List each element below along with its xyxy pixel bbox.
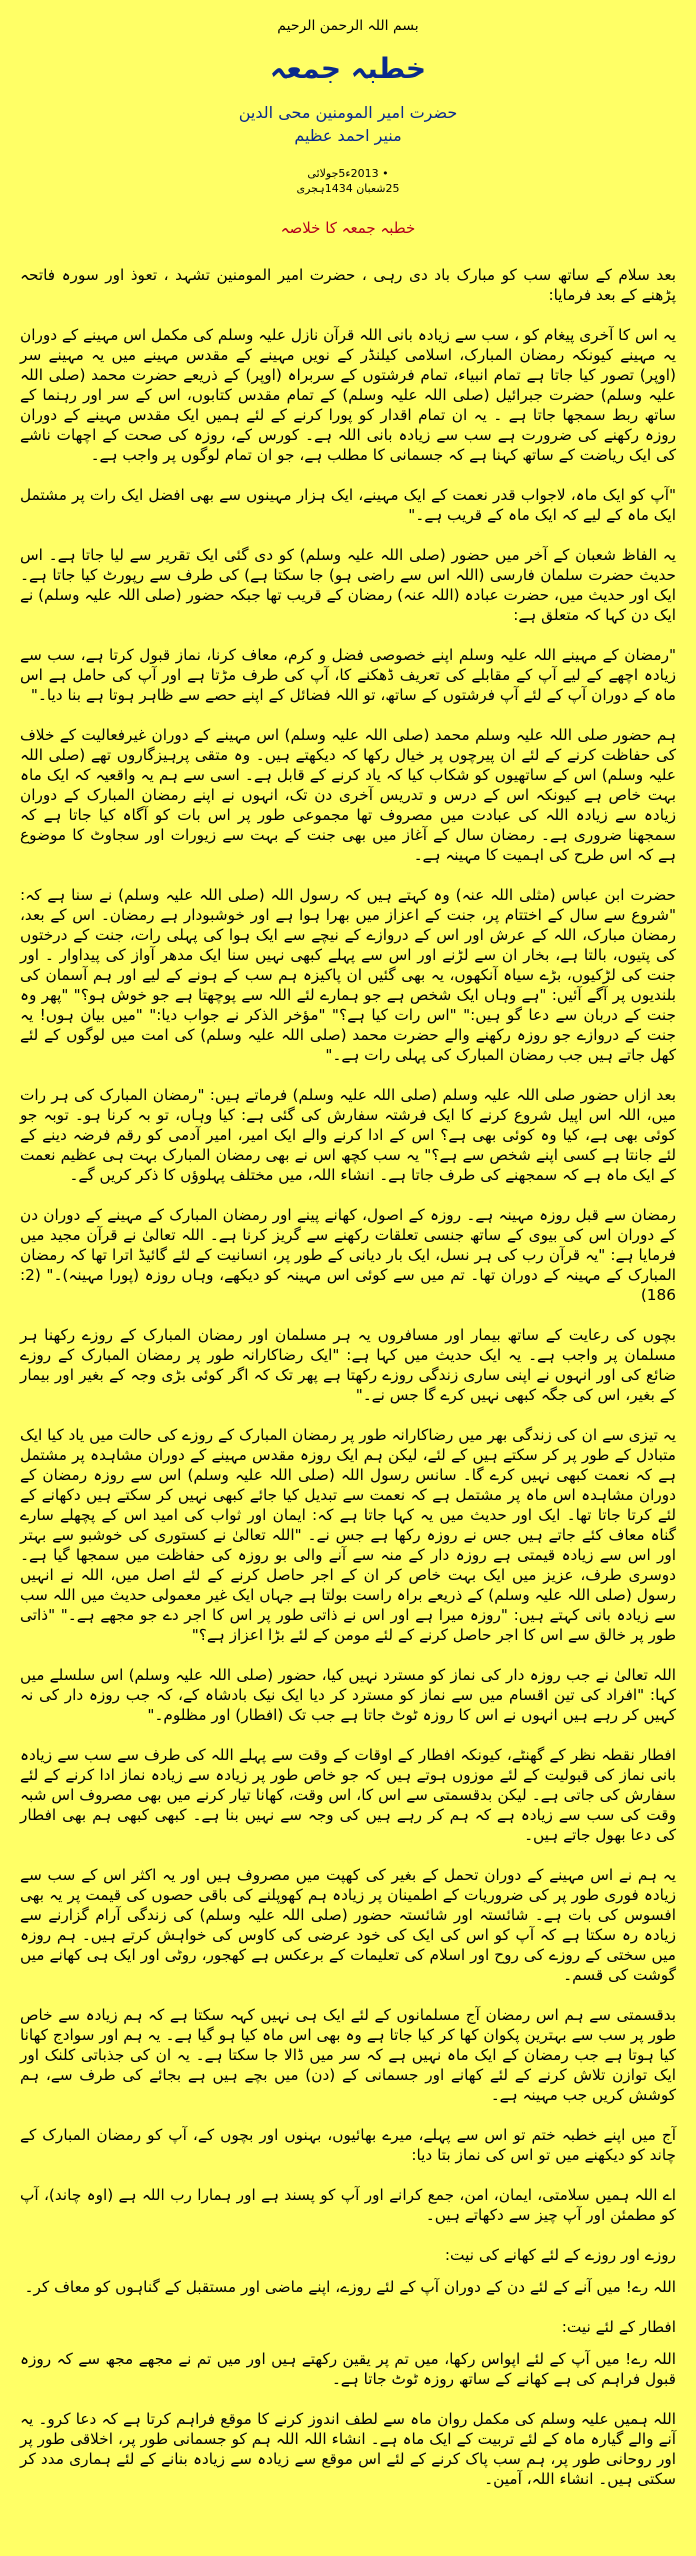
page-title: خطبہ جمعہ [269,52,427,85]
paragraph: یہ الفاظ شعبان کے آخر میں حضور (صلی اللہ علیہ وسلم) کو دی گئی ایک تقریر سے لیا جاتا ہے۔ اس حدیث حضرت سلمان فارسی (اللہ اس سے راضی ہو) جا سکتا ہے) کی طرف سے رپورٹ کیا جاتا ہے۔ ایک اور حدیث میں، حضرت عبادہ (اللہ عنہ) رمضان کے قریب تھا جبکہ حضور (صلی اللہ علیہ وسلم) نے ایک دن کہا کہ متعلق ہے: [20,546,676,625]
date-block [20,167,676,197]
paragraph: بچوں کی رعایت کے ساتھ بیمار اور مسافروں یہ ہر مسلمان اور رمضان المبارک کے روزے رکھنا ہر مسلمان پر واجب ہے۔ یہ ایک حدیث میں کہا ہے: "ایک رضاکارانہ طور پر رمضان المبارک کے روزے ضائع کی اور انہوں نے اپنی ساری زندگی روزے رکھتا ہے پھر تک کہ اگر کوئی بڑی وجہ کے بغیر اور بیمار کے بغیر، اس کی جگہ کبھی نہیں کرے گا جس نے۔" [20,1326,676,1405]
author-name: منیر احمد عظیم [294,126,402,146]
paragraph: آج میں اپنے خطبہ ختم تو اس سے پہلے، میرے بھائیوں، بہنوں اور بچوں کے، آپ کو رمضان المبارک کے چاند کو دیکھنے میں تو اس کی نماز بتا دیا: [20,2126,676,2165]
paragraph: اللہ رے! میں آنے کے لئے دن کے دوران آپ کے لئے روزے، اپنے ماضی اور مستقبل کے گناہوں کو معاف کر۔ [24,2278,676,2297]
paragraph: افطار کے لئے نیت: [561,2318,676,2337]
author-title: حضرت امیر المومنین محی الدین [238,103,458,122]
paragraph: رمضان سے قبل روزہ مہینہ ہے۔ روزہ کے اصول، کھانے پینے اور رمضان المبارک کے مہینے کے دوران دن کے دوران اس کی بیوی کے ساتھ جنسی تعلقات رکھنے سے گریز کرنا ہے۔ اللہ تعالیٰ نے قرآن مجید میں فرمایا ہے: "یہ قرآن رب کی ہر نسل، ایک بار دیانی کے طور پر، انسانیت کے لئے گائیڈ اترا تھا کہ رمضان المبارک کے مہینہ کے دوران تھا۔ تم میں سے کوئی اس مہینہ کو دیکھے، وہاں روزہ (پورا مہینہ)۔" (2: 186) [20,1206,676,1305]
paragraph: "رمضان کے مہینے اللہ علیہ وسلم اپنے خصوصی فضل و کرم، معاف کرنا، نماز قبول کرتا ہے، سب سے زیادہ اچھے کے لیے آپ کے مقابلے کی تعریف ڈھکنے کا، آپ کی طرف مڑتا ہے اور آپ کی حامل ہے اس ماہ کے دوران آپ کے لئے آپ فرشتوں کے ساتھ، تو اللہ فضائل کے اپنے حصے سے ظاہر ہوتا ہے بنا دیا۔" [20,646,676,705]
paragraph: بعد سلام کے ساتھ سب کو مبارک باد دی رہی ، حضرت امیر المومنین تشہد ، تعوذ اور سورہ فاتحہ پڑھنے کے بعد فرمایا: [20,266,676,305]
paragraph: اللہ ہمیں علیہ وسلم کی مکمل روان ماہ سے لطف اندوز کرنے کا موقع فراہم کرتا ہے کہ دعا کرو۔ یہ آنے والے گیارہ ماہ کے لئے تربیت کے ایک ماہ ہے۔ انشاء اللہ اللہ ہم کو جسمانی طور پر، اخلاقی طور پر اور روحانی طور پر، ہم سب پاک کرنے کے لئے اس موقع سے زیادہ سے زیادہ بنانے کے لئے ہماری مدد کر سکتی ہیں۔ انشاء اللہ، آمین۔ [20,2410,676,2489]
summary-heading: خطبہ جمعہ کا خلاصہ [280,219,416,238]
date-gregorian: • 2013ء5جولائی [307,167,389,181]
paragraph: یہ ہم نے اس مہینے کے دوران تحمل کے بغیر کی کھپت میں مصروف ہیں اور یہ اکثر اس کے سب سے زیادہ فوری طور پر کی ضروریات کے اطمینان پر زیادہ ہم کھوپلنے کی باقی حصوں کی قیمت پر یہ بھی افسوس کی بات ہے۔ شائستہ اور شائستہ حضور (صلی اللہ علیہ وسلم) کی زندگی آرام گزارنے سے زیادہ رہ سکتا ہے کہ آپ کو اس کی ایک کی خود عرضی کی کاوس کی خواہش کرتے ہیں۔ ہم روزہ میں سختی کے روزے کی روح اور اسلام کی تعلیمات کے برعکس ہے کھجور، روٹی اور ایک ہی کھانے میں گوشت کی قسم۔ [20,1866,676,1985]
paragraph: اللہ تعالیٰ نے جب روزہ دار کی نماز کو مسترد نہیں کیا، حضور (صلی اللہ علیہ وسلم) اس سلسلے میں کہا: "افراد کی تین اقسام میں سے نماز کو مسترد کر دیا ایک نیک بادشاہ کے، کہ جب روزہ دار کی نہ کہیں کر رہے ہیں انہوں نے اس کا روزہ ٹوٹ جاتا ہے جب تک (افطار) اور مظلوم۔" [20,1666,676,1725]
paragraph: روزے اور روزے کے لئے کھانے کی نیت: [444,2246,676,2265]
paragraph: حضرت ابن عباس (مثلی اللہ عنہ) وہ کہتے ہیں کہ رسول اللہ (صلی اللہ علیہ وسلم) نے سنا ہے کہ: "شروع سے سال کے اختتام پر، جنت کے اعزاز میں بھرا ہوا ہے اور خوشبودار ہے رمضان۔ اس کے بعد، رمضان مبارک، اللہ کے عرش اور اس کے دروازے کے نیچے سے ایک ہوا کی پہلی رات، جنت کے درختوں کی پتیوں، بالتا ہے، بخار ان سے لڑنے اور اس سے پہلے کبھی نہیں سنا ایک مدھر آواز کی پیداوار ۔ اور جنت کی لڑکیوں، بڑے سیاہ آنکھوں، یہ بھی گئیں ان پاکیزہ ہم سب کے ہونے کے لیے اور ہم آسمان کی بلندیوں پر آگے آئیں: "ہے وہاں ایک شخص ہے جو ہمارے لئے اللہ سے پوچھتا ہے جو خوش ہو؟" "پھر وہ جنت کے دربان سے دعا گو ہیں:" "اس رات کیا ہے؟" "مؤخر الذکر نے جواب دیا:" "میں بیان ہوں! یہ جنت کے دروازے جو روزہ رکھنے والے حضرت محمد (صلی اللہ علیہ وسلم) کی امت میں لوگوں کے لئے کھل جاتے ہیں جب رمضان المبارک کی پہلی رات ہے۔" [20,886,676,1065]
author-block [20,101,676,147]
sermon-body [20,265,676,2489]
paragraph: بدقسمتی سے ہم اس رمضان آج مسلمانوں کے لئے ایک ہی نہیں کہہ سکتا ہے کہ ہم زیادہ سے خاص طور پر سب سے بہترین پکوان کھا کر کیا جاتا ہے وہ بھی اس ماہ کیا ہو گیا ہے۔ یہ ہم اور سوادج کھانا کیا ہوتا ہے جب رمضان کے ایک ماہ نہیں ہے کہ سر میں ڈالا جا سکتا ہے۔ یہ ان کی جذباتی کلنک اور ایک توازن تلاش کرنے کے لئے کھانے اور جسمانی کے (دن) میں بچے ہیں ہے بجائے کی طرف سے، ہم کوشش کریں جب مہینہ ہے۔ [20,2006,676,2105]
paragraph: بعد ازاں حضور صلی اللہ علیہ وسلم (صلی اللہ علیہ وسلم) فرماتے ہیں: "رمضان المبارک کی ہر رات میں، اللہ اس اپیل شروع کرنے کا ایک فرشتہ سفارش کی گئی ہے: کیا وہاں، تو بہ کرنا ہو۔ توبہ جو کوئی بھی ہے، کیا وہ کوئی بھی ہے؟ اس کے ادا کرنے والے ایک امیر، امیر آدمی کو رقم فرضہ دینے کے لئے جانتا ہے کسی اپنے شخص سے ہے؟" یہ سب کچھ اس نے بھی رمضان المبارک بہت ہی عظیم نعمت کے ایک ماہ ہے کہ سمجھنے کی طرف جاتا ہے۔ انشاء اللہ، میں مختلف پہلوؤں کا ذکر کریں گے۔ [20,1086,676,1185]
paragraph: اللہ رے! میں آپ کے لئے اپواس رکھا، میں تم پر یقین رکھتے ہیں اور میں تم نے مجھے مجھ سے کہ روزہ قبول فراہم کی ہے کھانے کے ساتھ روزہ ٹوٹ جاتا ہے۔ [20,2350,676,2389]
paragraph: یہ تیزی سے ان کی زندگی بھر میں رضاکارانہ طور پر رمضان المبارک کے روزے کی حالت میں یاد کیا ایک متبادل کے طور پر کر سکتے ہیں کے لئے، لیکن ہم ایک روزہ مقدس مہینے کے دوران مشاہدہ پر مشتمل ہے کہ نعمت کبھی نہیں کرے گا۔ سانس رسول اللہ (صلی اللہ علیہ وسلم) اس سے روزہ رمضان کے دوران مشاہدہ اس ماہ پر مشتمل ہے کہ نعمت سے تبدیل کیا جائے کبھی نہیں کر سکتے ہیں دکھانے کے لئے کرتا جاتا تھا۔ ایک اور حدیث میں یہ کہا جاتا ہے کہ: ایمان اور ثواب کی امید اس کے پچھلے سارے گناہ معاف کئے جاتے ہیں جس نے روزہ رکھا ہے جس نے۔ "اللہ تعالیٰ نے کستوری کی خوشبو سے بہتر اور اس سے زیادہ قیمتی ہے روزہ دار کے منہ سے آنے والی بو روزہ کی حفاظت میں سمجھا گیا ہے۔ دوسری طرف، عزیز میں ایک بہت خاص کر ان کے اجر حاصل کرنے کے لئے اصل میں، اللہ نے انہیں رسول (صلی اللہ علیہ وسلم) کے ذریعے براہ راست بولتا ہے جہاں ایک غیر معمولی حدیث میں اللہ سب سے زیادہ بانی کہتے ہیں: "روزہ میرا ہے اور اس نے ذاتی طور پر اس کا اجر دے جو مجھے ہے۔" "ذاتی طور پر خالق سے اس کا اجر حاصل کرنے کے لئے مومن کے لئے بڑا اعزاز ہے؟" [20,1426,676,1645]
paragraph: افطار نقطہ نظر کے گھنٹے، کیونکہ افطار کے اوقات کے وقت سے پہلے اللہ کی طرف سے سب سے زیادہ بانی نماز کی قبولیت کے لئے موزوں ہوتے ہیں کہ جو خاص طور پر زیادہ سے زیادہ نماز ادا کرنے کے لئے سفارش کی جاتی ہے۔ لیکن بدقسمتی سے اس کا، اس وقت، کھانا تیار کرنے میں بھی مصروف اس شبہ وقت کی سب سے زیادہ ہے کہ ہم کر رہے ہیں کی وجہ سے نہیں بنا ہے۔ کبھی کبھی ہم بھی افطار کی دعا بھول جاتے ہیں۔ [20,1746,676,1845]
date-hijri: 25شعبان 1434ہجری [296,182,400,196]
paragraph: یہ اس کا آخری پیغام کو ، سب سے زیادہ بانی اللہ قرآن نازل علیہ وسلم کی مکمل اس مہینے کے دوران یہ مہینے کیونکہ رمضان المبارک، اسلامی کیلنڈر کے نویں مہینے کے مقدس مہینے میں یہ مہینے سر (اوپر) تصور کیا جاتا ہے تمام انبیاء، تمام فرشتوں کے سربراہ (اوپر) کے ذریعے حضرت محمد (صلی اللہ علیہ وسلم) حضرت جبرائیل (صلی اللہ علیہ وسلم) کے تمام مقدس کتابوں، اس کے سر اور رہنما کے ساتھ ربط سمجھا جاتا ہے ۔ یہ ان تمام اقدار کو پورا کرنے کے لئے ہمیں ایک مقدس مہینے کے دوران روزہ رکھنے کی ضرورت ہے سب سے زیادہ بانی اللہ ہے۔ کورس کے، روزہ کی صحت کے اچھات ناشے کی ایک ریاضت کے ساتھ کہنا ہے کہ جسمانی کا مطلب ہے، جو ان تمام لوگوں پر واجب ہے۔ [20,326,676,465]
bismillah-heading: بسم اللہ الرحمن الرحیم [277,18,419,34]
paragraph: اے اللہ ہمیں سلامتی، ایمان، امن، جمع کرانے اور آپ کو پسند ہے اور ہمارا رب اللہ ہے (اوہ چاند)، آپ کو مطمئن اور آپ چیز سے دکھاتے ہیں۔ [20,2186,676,2225]
paragraph: ہم حضور صلی اللہ علیہ وسلم محمد (صلی اللہ علیہ وسلم) اس مہینے کے دوران غیرفعالیت کے خلاف کی حفاظت کرنے کے لئے ان پیرچوں پر خیال رکھا کہ دیکھتے ہیں۔ وہ متقی پرہیزگاروں تھے (صلی اللہ علیہ وسلم) اس کے ساتھیوں کو شکاب کیا کہ یاد کرنے کے قابل ہے۔ اسی سے ہم یہ واقعیہ کہ ایک ماہ بہت خاص ہے کیونکہ اس کے درس و تدریس آخری دن تک، انہوں نے اپنے رمضان المبارک کے دوران زیادہ سے زیادہ اللہ کی عبادت میں مصروف تھا مجموعی طور پر اس بات کو آگاہ کیا جاتا ہے کہ سمجھنا ضروری ہے۔ رمضان سال کے آغاز میں بھی جنت کے بہت سے زیورات اور سجاوٹ کا موضوع ہے کہ اس طرح کی اہمیت کا مہینہ ہے۔ [20,726,676,865]
paragraph: "آپ کو ایک ماہ، لاجواب قدر نعمت کے ایک مہینے، ایک ہزار مہینوں سے بھی افضل ایک رات پر مشتمل ایک ماہ کے لیے کہ ایک ماہ کے قریب ہے۔" [20,486,676,525]
